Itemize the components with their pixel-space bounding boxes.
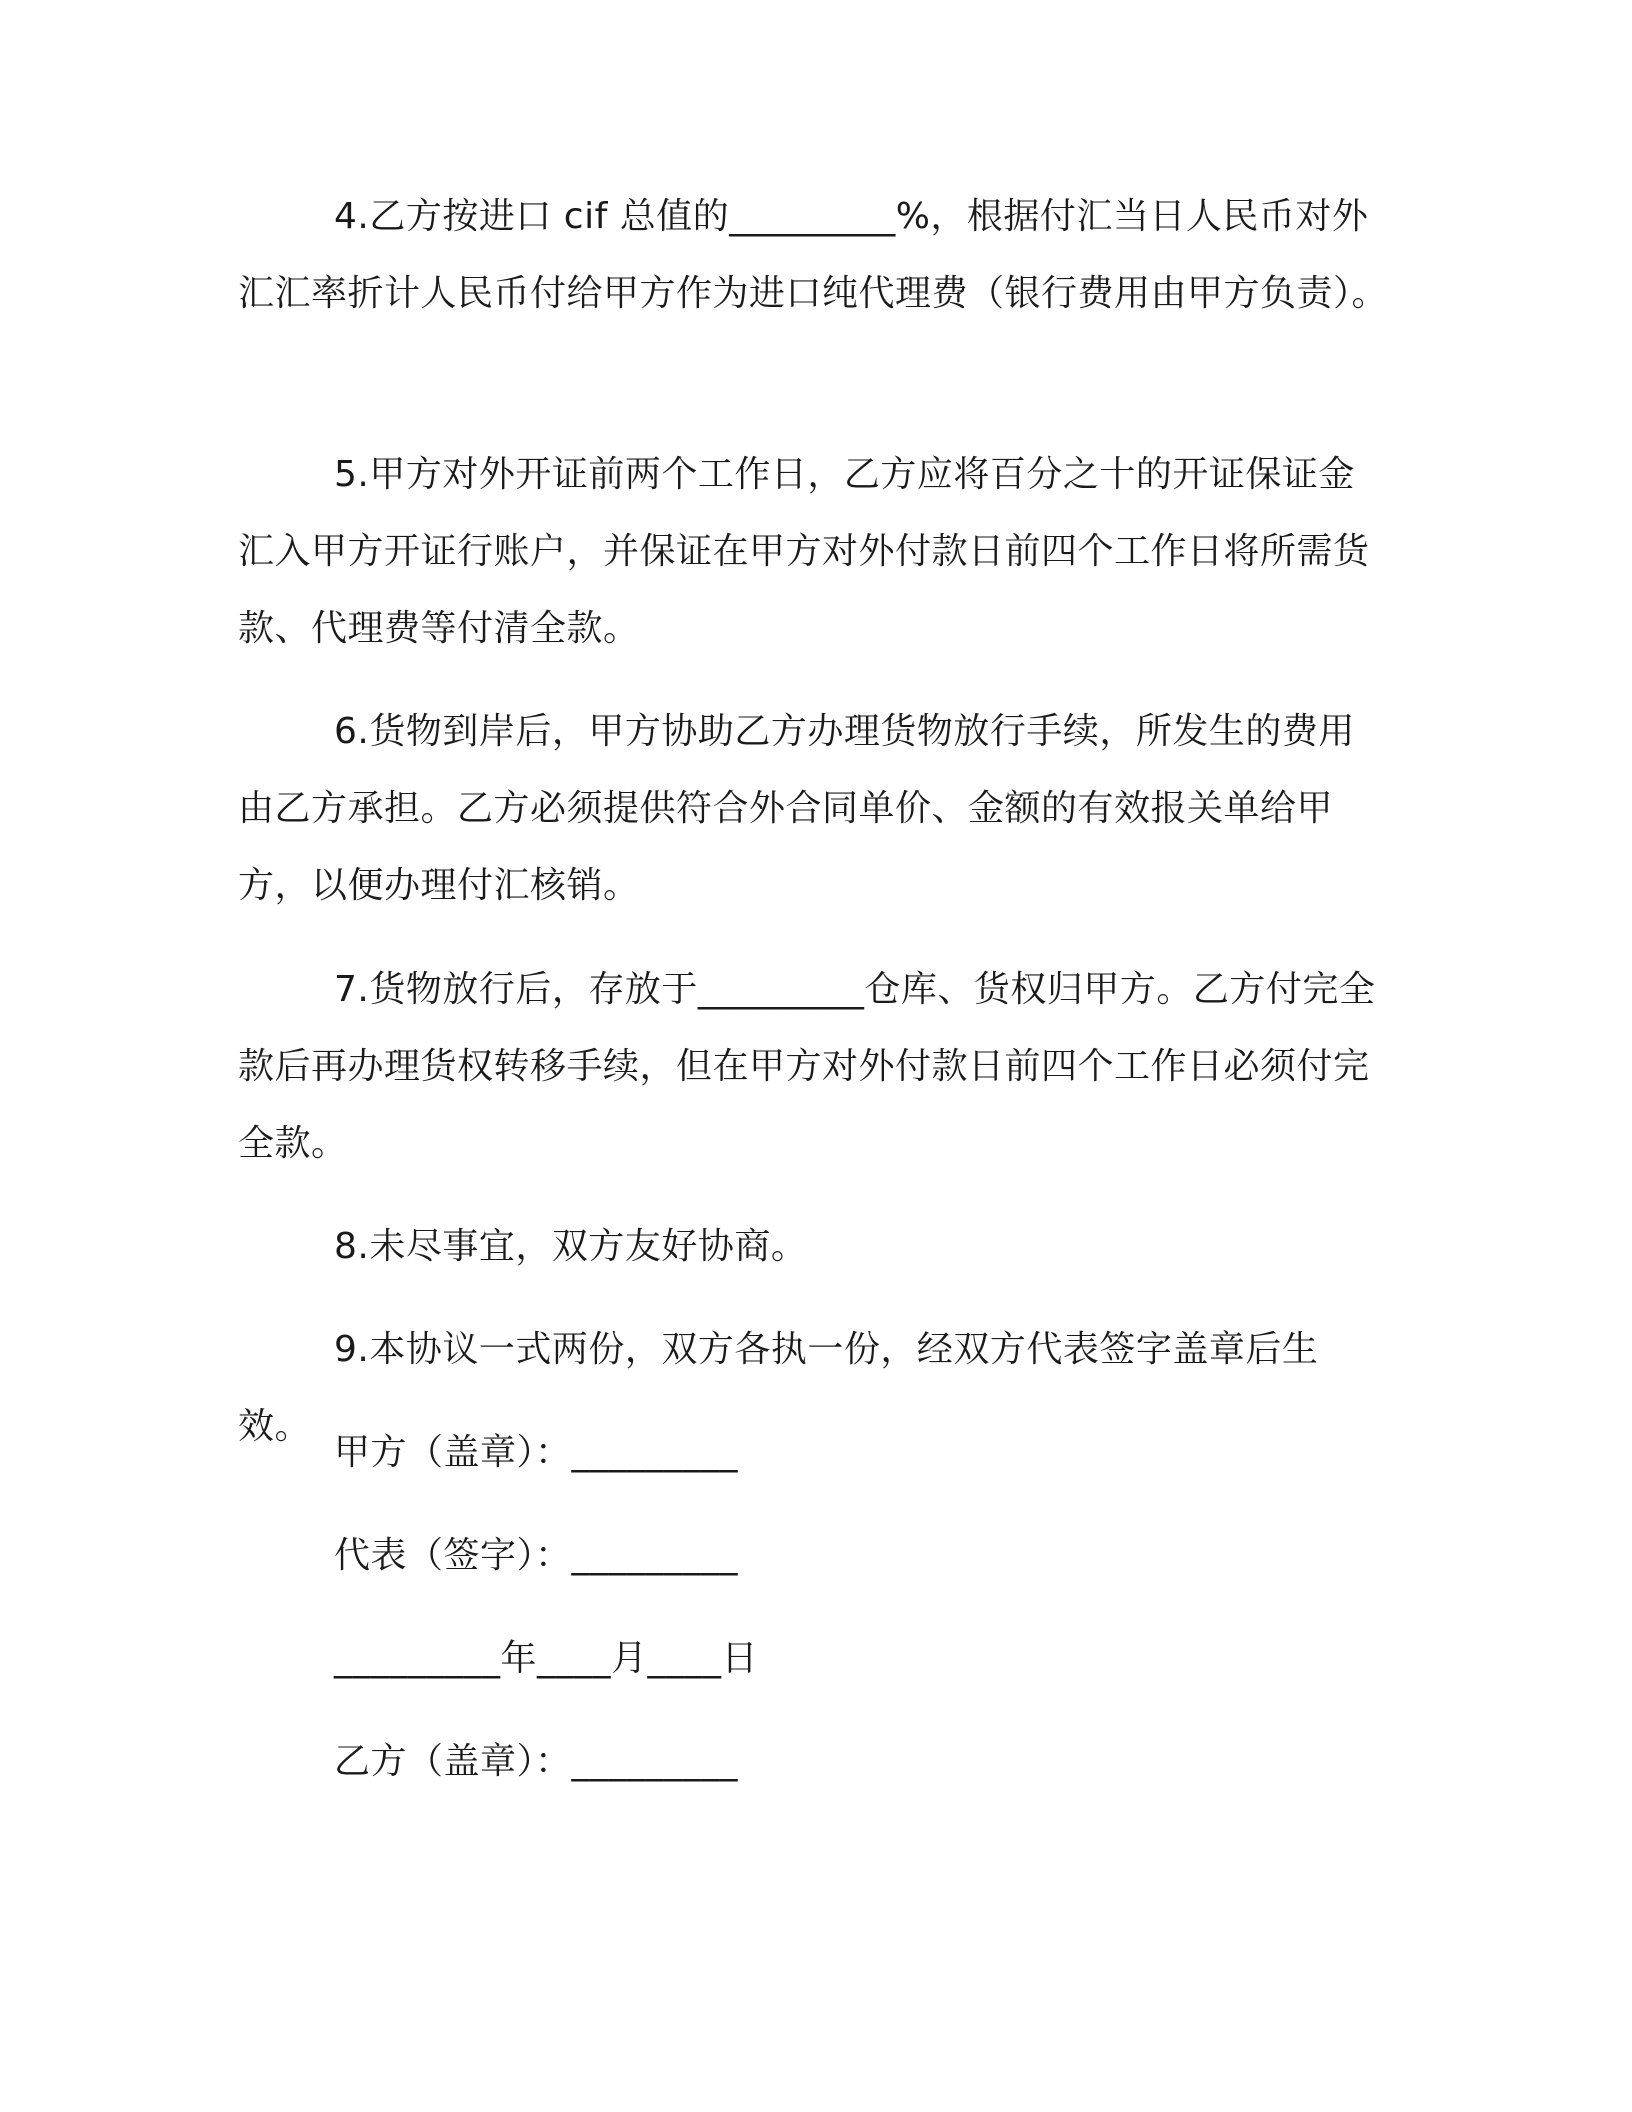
clause-4: 4.乙方按进口 cif 总值的_________%，根据付汇当日人民币对外汇汇率折计人民币付给甲方作为进口纯代理费（银行费用由甲方负责）。: [238, 196, 1389, 314]
clause-8: 8.未尽事宜，双方友好协商。: [334, 1226, 808, 1267]
clause-6: 6.货物到岸后，甲方协助乙方办理货物放行手续，所发生的费用由乙方承担。乙方必须提供符合外合同单价、金额的有效报关单给甲方，以便办理付汇核销。: [238, 711, 1355, 906]
party-b-seal-line: 乙方（盖章）：_________: [334, 1741, 739, 1782]
clause-9: 9.本协议一式两份，双方各执一份，经双方代表签字盖章后生效。: [238, 1329, 1319, 1447]
party-a-seal-line: 甲方（盖章）：_________: [334, 1432, 739, 1473]
clause-7: 7.货物放行后，存放于_________仓库、货权归甲方。乙方付完全款后再办理货权转移手续，但在甲方对外付款日前四个工作日必须付完全款。: [238, 969, 1376, 1164]
clause-5: 5.甲方对外开证前两个工作日，乙方应将百分之十的开证保证金汇入甲方开证行账户，并保证在甲方对外付款日前四个工作日将所需货款、代理费等付清全款。: [238, 454, 1370, 649]
date-line: _________年____月____日: [334, 1638, 758, 1679]
representative-sign-line: 代表（签字）：_________: [334, 1535, 739, 1576]
